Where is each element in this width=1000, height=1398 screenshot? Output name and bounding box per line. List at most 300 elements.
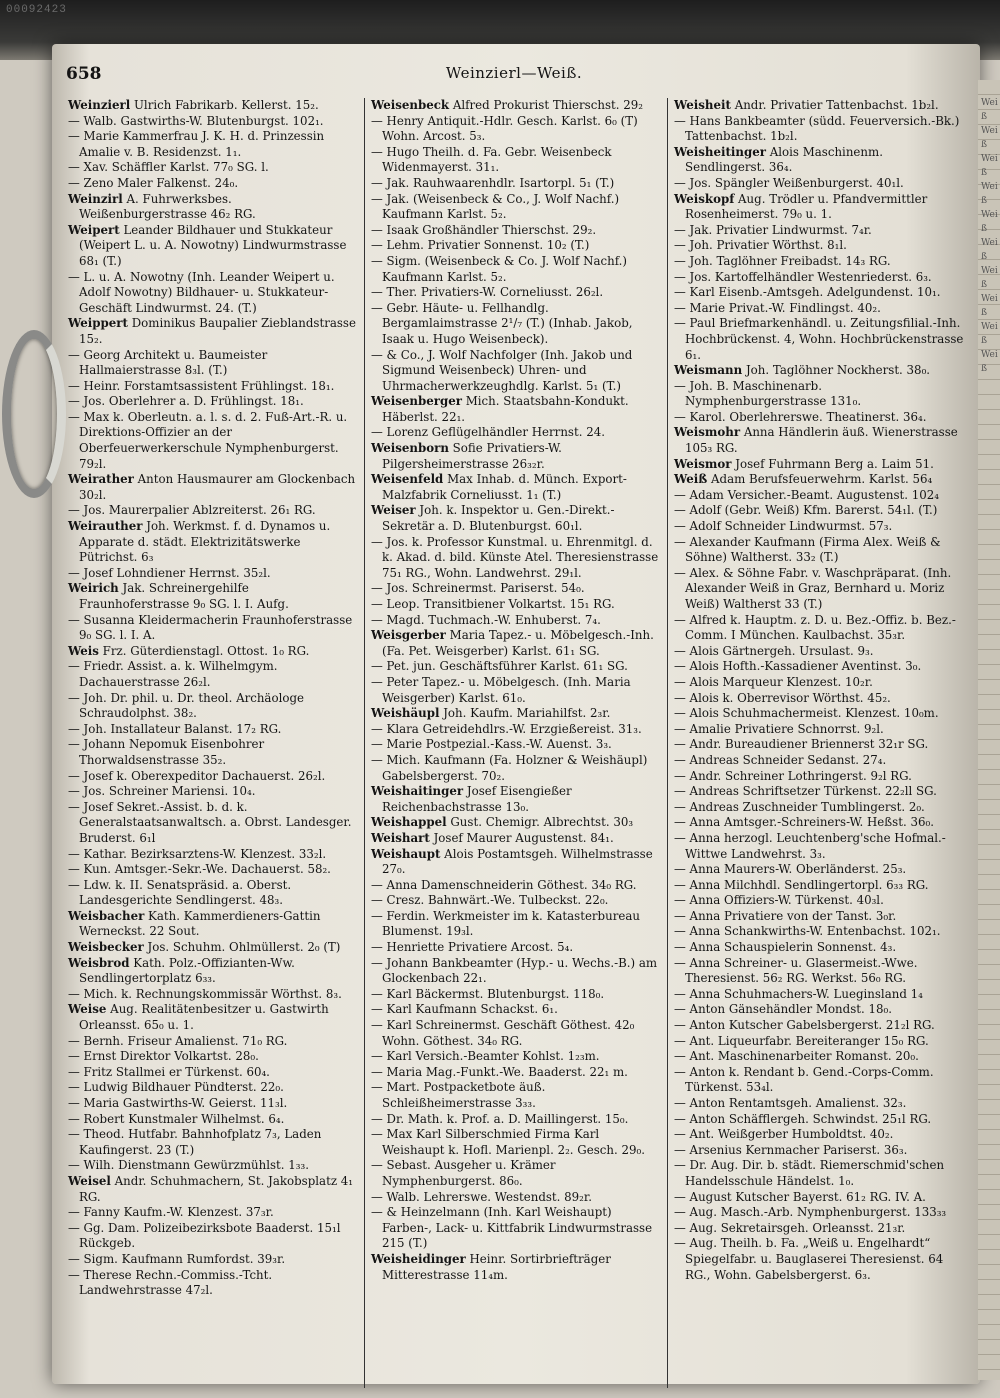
- directory-entry: [68, 1096, 360, 1112]
- column-divider: [667, 98, 668, 1388]
- directory-entry: [371, 706, 663, 722]
- directory-entry: [674, 1205, 966, 1221]
- directory-entry: [371, 472, 663, 503]
- directory-entry: [674, 893, 966, 909]
- directory-entry: [371, 597, 663, 613]
- entry-text: — Aug. Theilh. b. Fa. „Weiß u. Engelhardt“ Spiegelfabr. u. Bauglaserei Theresienst. 64 RG., Wohn. Gabelsbergerst. 6₃.: [674, 1236, 944, 1282]
- directory-entry: [371, 613, 663, 629]
- directory-entry: [68, 784, 360, 800]
- directory-entry: [371, 114, 663, 145]
- entry-surname: Weis: [68, 643, 99, 658]
- directory-entry: [371, 628, 663, 659]
- directory-entry: [674, 1158, 966, 1189]
- directory-entry: [68, 956, 360, 987]
- entry-text: — Jos. Spängler Weißenburgerst. 40₁l.: [674, 175, 904, 190]
- directory-entry: [674, 878, 966, 894]
- entry-text: — Henry Antiquit.-Hdlr. Gesch. Karlst. 6₀ (T) Wohn. Arcost. 5₃.: [371, 113, 638, 144]
- entry-text: — Adolf Schneider Lindwurmst. 57₃.: [674, 519, 893, 534]
- directory-entry: [68, 1268, 360, 1299]
- directory-entry: [68, 800, 360, 847]
- directory-entry: [68, 659, 360, 690]
- directory-entry: [674, 815, 966, 831]
- directory-entry: [371, 1190, 663, 1206]
- directory-entry: [371, 987, 663, 1003]
- entry-text: — Anna Offiziers-W. Türkenst. 40₃l.: [674, 893, 884, 908]
- directory-entry: [674, 924, 966, 940]
- entry-text: — Josef Sekret.-Assist. b. d. k. Generalstaatsanwaltsch. a. Obrst. Landesger. Bruderst. 6₁l: [68, 799, 352, 845]
- entry-text: — Alois Schuhmachermeist. Klenzest. 10₀m.: [674, 706, 939, 721]
- directory-entry: [674, 956, 966, 987]
- directory-entry: [674, 1049, 966, 1065]
- entry-text: — Johann Bankbeamter (Hyp.- u. Wechs.-B.) am Glockenbach 22₁.: [371, 955, 658, 986]
- directory-entry: [68, 940, 360, 956]
- entry-text: — Hugo Theilh. d. Fa. Gebr. Weisenbeck Widenmayerst. 31₁.: [371, 144, 612, 175]
- entry-surname: Weisgerber: [371, 628, 446, 643]
- entry-text: Anton Hausmaurer am Glockenbach 30₂l.: [79, 472, 356, 502]
- directory-entry: [371, 1205, 663, 1252]
- entry-text: — Karl Versich.-Beamter Kohlst. 1₂₃m.: [371, 1049, 600, 1064]
- entry-text: — Max Karl Silberschmied Firma Karl Weishaupt k. Hofl. Marienpl. 2₂. Gesch. 29₀.: [371, 1127, 645, 1157]
- entry-text: — Marie Kammerfrau J. K. H. d. Prinzessin Amalie v. B. Residenzst. 1₁.: [68, 129, 325, 159]
- entry-text: — Kun. Amtsger.-Sekr.-We. Dachauerst. 58₂.: [68, 862, 331, 877]
- directory-entry: [371, 831, 663, 847]
- directory-entry: [674, 379, 966, 410]
- entry-text: Josef Eisengießer Reichenbachstrasse 13₀.: [382, 784, 572, 814]
- entry-text: — Andr. Bureaudiener Briennerst 32₁r SG.: [674, 737, 929, 752]
- entry-text: — Ther. Privatiers-W. Corneliusst. 26₂l.: [371, 285, 604, 300]
- entry-surname: Weisel: [68, 1173, 111, 1188]
- entry-surname: Weishappel: [371, 815, 447, 830]
- entry-text: — Sigm. (Weisenbeck & Co. J. Wolf Nachf.) Kaufmann Karlst. 5₂.: [371, 253, 627, 284]
- entry-text: — Ludwig Bildhauer Pündterst. 22₀.: [68, 1080, 284, 1095]
- entry-text: Alois Postamtsgeh. Wilhelmstrasse 27₀.: [382, 846, 653, 877]
- directory-entry: [68, 644, 360, 660]
- directory-entry: [68, 176, 360, 192]
- directory-entry: [371, 1127, 663, 1158]
- directory-entry: [68, 114, 360, 130]
- directory-entry: [68, 348, 360, 379]
- directory-entry: [371, 238, 663, 254]
- binding-clip-icon: [2, 330, 66, 498]
- directory-entry: [674, 1190, 966, 1206]
- entry-text: Max Inhab. d. Münch. Export-Malzfabrik Corneliusst. 1₁ (T.): [382, 472, 627, 502]
- directory-entry: [371, 909, 663, 940]
- directory-entry: [68, 769, 360, 785]
- entry-text: — Joh. Privatier Wörthst. 8₁l.: [674, 238, 847, 253]
- entry-surname: Weippert: [68, 316, 128, 331]
- entry-text: — Anton Schäfflergeh. Schwindst. 25₁l RG.: [674, 1111, 932, 1126]
- entry-text: Gust. Chemigr. Albrechtst. 30₃: [450, 815, 634, 830]
- entry-text: — Pet. jun. Geschäftsführer Karlst. 61₁ SG.: [371, 659, 628, 674]
- column-2: [371, 98, 663, 1283]
- directory-entry: [371, 1049, 663, 1065]
- entry-text: — Gg. Dam. Polizeibezirksbote Baaderst. 15₁l Rückgeb.: [68, 1220, 341, 1251]
- entry-surname: Weisenbeck: [371, 98, 450, 112]
- entry-text: Andr. Schuhmachern, St. Jakobsplatz 4₁ RG.: [79, 1173, 354, 1204]
- page-header: [64, 64, 964, 88]
- directory-entry: [68, 722, 360, 738]
- directory-entry: [371, 1158, 663, 1189]
- entry-text: — Walb. Gastwirths-W. Blutenburgst. 102₁.: [68, 113, 324, 128]
- entry-surname: Weisbecker: [68, 940, 144, 955]
- directory-entry: [674, 722, 966, 738]
- directory-entry: [371, 1080, 663, 1111]
- entry-text: — Anton k. Rendant b. Gend.-Corps-Comm. Türkenst. 53₄l.: [674, 1064, 934, 1095]
- entry-text: Frz. Güterdienstagl. Ottost. 1₀ RG.: [102, 643, 310, 658]
- entry-text: Aug. Realitätenbesitzer u. Gastwirth Orleansst. 65₀ u. 1.: [79, 1002, 329, 1033]
- directory-entry: [68, 129, 360, 160]
- directory-entry: [68, 1127, 360, 1158]
- entry-text: — Jos. k. Professor Kunstmal. u. Ehrenmitgl. d. k. Akad. d. bild. Künste Atel. Theresienstrasse 75₁ RG., Wohn. Landwehrst. 29₁l.: [371, 534, 659, 580]
- entry-text: Alois Maschinenm. Sendlingerst. 36₄.: [685, 144, 883, 175]
- directory-entry: [674, 254, 966, 270]
- entry-text: Joh. Taglöhner Nockherst. 38₀.: [745, 363, 931, 378]
- entry-text: — Robert Kunstmaler Wilhelmst. 6₄.: [68, 1111, 285, 1126]
- directory-entry: [68, 847, 360, 863]
- page-number: 658: [66, 64, 102, 84]
- entry-text: — Josef k. Oberexpeditor Dachauerst. 26₂l.: [68, 768, 326, 783]
- entry-text: — Adolf (Gebr. Weiß) Kfm. Barerst. 54₁l. (T.): [674, 503, 938, 518]
- entry-text: — Anna Maurers-W. Oberländerst. 25₃.: [674, 862, 907, 877]
- entry-text: — Dr. Math. k. Prof. a. D. Maillingerst. 15₀.: [371, 1111, 629, 1126]
- entry-text: — Karl Schreinermst. Geschäft Göthest. 42₀ Wohn. Göthest. 34₀ RG.: [371, 1018, 635, 1048]
- entry-text: Heinr. Sortirbriefträger Mitterestrasse 11₄m.: [382, 1251, 611, 1282]
- directory-entry: [371, 722, 663, 738]
- directory-entry: [371, 1002, 663, 1018]
- entry-text: — Joh. Installateur Balanst. 17₂ RG.: [68, 721, 282, 736]
- entry-text: — Anna Schreiner- u. Glasermeist.-Wwe. Theresienst. 56₂ RG. Werkst. 56₀ RG.: [674, 955, 918, 986]
- entry-text: — & Co., J. Wolf Nachfolger (Inh. Jakob und Sigmund Weisenbeck) Uhren- und Uhrmacherwerkzeughdlg. Karlst. 5₁ (T.): [371, 347, 633, 393]
- entry-text: Josef Maurer Augustenst. 84₁.: [433, 830, 614, 845]
- entry-text: — Anna Amtsger.-Schreiners-W. Heßst. 36₀.: [674, 815, 934, 830]
- entry-surname: Weinzirl: [68, 191, 123, 206]
- directory-entry: [68, 1158, 360, 1174]
- directory-entry: [674, 753, 966, 769]
- entry-text: — L. u. A. Nowotny (Inh. Leander Weipert u. Adolf Nowotny) Bildhauer- u. Stukkateur-Geschäft Lindwurmst. 24. (T.): [68, 269, 335, 315]
- entry-text: — Marie Postpezial.-Kass.-W. Auenst. 3₃.: [371, 737, 612, 752]
- directory-entry: [674, 613, 966, 644]
- entry-surname: Weisenborn: [371, 441, 449, 456]
- directory-entry: [371, 98, 663, 114]
- entry-text: — Sigm. Kaufmann Rumfordst. 39₃r.: [68, 1251, 286, 1266]
- directory-entry: [674, 472, 966, 488]
- directory-entry: [371, 737, 663, 753]
- directory-entry: [674, 675, 966, 691]
- entry-surname: Weipert: [68, 222, 120, 237]
- entry-text: — Jos. Oberlehrer a. D. Frühlingst. 18₁.: [68, 394, 304, 409]
- entry-text: — Ldw. k. II. Senatspräsid. a. Oberst. Landesgerichte Sendlingerst. 48₃.: [68, 877, 292, 908]
- entry-text: — Andr. Schreiner Lothringerst. 9₂l RG.: [674, 768, 912, 783]
- entry-text: — Joh. Taglöhner Freibadst. 14₃ RG.: [674, 253, 891, 268]
- directory-entry: [371, 1112, 663, 1128]
- column-1: [68, 98, 360, 1299]
- entry-text: — Maria Mag.-Funkt.-We. Baaderst. 22₁ m.: [371, 1064, 628, 1079]
- entry-surname: Weirather: [68, 472, 134, 487]
- directory-entry: [68, 519, 360, 566]
- directory-entry: [371, 893, 663, 909]
- directory-entry: [371, 535, 663, 582]
- directory-entry: [371, 503, 663, 534]
- directory-entry: [68, 581, 360, 612]
- entry-text: — Joh. B. Maschinenarb. Nymphenburgerstrasse 131₀.: [674, 378, 862, 409]
- directory-entry: [674, 1096, 966, 1112]
- entry-surname: Weishart: [371, 830, 430, 845]
- entry-surname: Weisbrod: [68, 955, 130, 970]
- directory-entry: [674, 1018, 966, 1034]
- entry-text: — Anna Schankwirths-W. Entenbachst. 102₁.: [674, 924, 941, 939]
- entry-text: — Adam Versicher.-Beamt. Augustenst. 102₄: [674, 487, 940, 502]
- directory-entry: [68, 270, 360, 317]
- entry-surname: Weismor: [674, 456, 732, 471]
- entry-text: — Ant. Weißgerber Humboldtst. 40₂.: [674, 1127, 894, 1142]
- entry-text: — Karl Eisenb.-Amtsgeh. Adelgundenst. 10₁.: [674, 285, 941, 300]
- entry-surname: Weiskopf: [674, 191, 735, 206]
- directory-entry: [68, 1221, 360, 1252]
- directory-entry: [68, 394, 360, 410]
- directory-entry: [68, 1112, 360, 1128]
- entry-text: — Klara Getreidehdlrs.-W. Erzgießereist. 31₃.: [371, 721, 642, 736]
- entry-text: Aug. Trödler u. Pfandvermittler Rosenheimerst. 79₀ u. 1.: [685, 191, 928, 222]
- directory-entry: [371, 815, 663, 831]
- entry-surname: Weismann: [674, 363, 743, 378]
- directory-entry: [68, 737, 360, 768]
- directory-entry: [674, 644, 966, 660]
- entry-surname: Weise: [68, 1002, 107, 1017]
- entry-text: — Jos. Maurerpalier Ablzreiterst. 26₁ RG.: [68, 503, 316, 518]
- entry-surname: Weiser: [371, 503, 416, 518]
- entry-text: — Anton Kutscher Gabelsbergerst. 21₂l RG.: [674, 1018, 935, 1033]
- entry-text: Joh. Kaufm. Mariahilfst. 2₃r.: [443, 706, 611, 721]
- entry-text: — Marie Privat.-W. Findlingst. 40₂.: [674, 300, 881, 315]
- entry-text: A. Fuhrwerksbes. Weißenburgerstrasse 46₂ RG.: [79, 191, 256, 222]
- directory-entry: [674, 410, 966, 426]
- entry-text: Anna Händlerin äuß. Wienerstrasse 105₃ RG.: [685, 425, 958, 456]
- entry-text: Joh. Werkmst. f. d. Dynamos u. Apparate d. städt. Elektrizitätswerke Pütrichst. 6₃: [79, 519, 331, 565]
- entry-text: — Alex. & Söhne Fabr. v. Waschpräparat. (Inh. Alexander Weiß in Graz, Bernhard u. Moriz Weiß) Waltherst 33 (T.): [674, 565, 952, 611]
- entry-text: — Karl Kaufmann Schackst. 6₁.: [371, 1002, 558, 1017]
- entry-text: — Karol. Oberlehrerswe. Theatinerst. 36₄.: [674, 409, 927, 424]
- entry-surname: Weiß: [674, 472, 708, 487]
- entry-surname: Weismohr: [674, 425, 741, 440]
- directory-entry: [371, 1252, 663, 1283]
- entry-text: Andr. Privatier Tattenbachst. 1b₂l.: [734, 98, 939, 112]
- entry-text: — Jos. Schreinermst. Pariserst. 54₀.: [371, 581, 585, 596]
- entry-text: Sofie Privatiers-W. Pilgersheimerstrasse 26₃₂r.: [382, 441, 562, 471]
- directory-entry: [674, 425, 966, 456]
- directory-entry: [371, 176, 663, 192]
- directory-entry: [68, 987, 360, 1003]
- entry-text: — August Kutscher Bayerst. 61₂ RG. IV. A.: [674, 1189, 926, 1204]
- directory-entry: [68, 566, 360, 582]
- entry-text: — Karl Bäckermst. Blutenburgst. 118₀.: [371, 986, 605, 1001]
- entry-text: — Fritz Stallmei er Türkenst. 60₄.: [68, 1064, 270, 1079]
- entry-surname: Weishaupt: [371, 846, 441, 861]
- entry-text: — Susanna Kleidermacherin Fraunhoferstrasse 9₀ SG. l. I. A.: [68, 612, 353, 643]
- entry-text: — Georg Architekt u. Baumeister Hallmaierstrasse 8₃l. (T.): [68, 347, 268, 378]
- directory-entry: [68, 503, 360, 519]
- entry-text: — Alois Marqueur Klenzest. 10₂r.: [674, 674, 873, 689]
- directory-entry: [674, 270, 966, 286]
- entry-text: — Alfred k. Hauptm. z. D. u. Bez.-Offiz. b. Bez.-Comm. I München. Kaulbachst. 35₃r.: [674, 612, 956, 643]
- entry-text: — Josef Lohndiener Herrnst. 35₂l.: [68, 565, 271, 580]
- entry-text: — Jak. (Weisenbeck & Co., J. Wolf Nachf.) Kaufmann Karlst. 5₂.: [371, 191, 620, 222]
- directory-entry: [371, 348, 663, 395]
- entry-text: — Zeno Maler Falkenst. 24₀.: [68, 175, 239, 190]
- entry-text: Kath. Polz.-Offizianten-Ww. Sendlingertorplatz 6₃₃.: [79, 955, 295, 986]
- entry-text: — Alois Hofth.-Kassadiener Aventinst. 3₀.: [674, 659, 922, 674]
- directory-entry: [68, 472, 360, 503]
- directory-entry: [674, 285, 966, 301]
- directory-entry: [371, 301, 663, 348]
- directory-entry: [674, 1065, 966, 1096]
- entry-text: Josef Fuhrmann Berg a. Laim 51.: [735, 456, 934, 471]
- directory-entry: [371, 192, 663, 223]
- directory-entry: [674, 769, 966, 785]
- directory-entry: [674, 1221, 966, 1237]
- entry-text: — Heinr. Forstamtsassistent Frühlingst. 18₁.: [68, 378, 335, 393]
- entry-text: — Maria Gastwirths-W. Geierst. 11₃l.: [68, 1096, 288, 1110]
- directory-entry: [371, 581, 663, 597]
- entry-surname: Weishaitinger: [371, 784, 464, 799]
- entry-text: — Leop. Transitbiener Volkartst. 15₁ RG.: [371, 597, 615, 611]
- directory-entry: [68, 316, 360, 347]
- directory-entry: [674, 176, 966, 192]
- directory-entry: [674, 503, 966, 519]
- directory-entry: [674, 114, 966, 145]
- directory-entry: [371, 1065, 663, 1081]
- entry-text: — & Heinzelmann (Inh. Karl Weishaupt) Farben-, Lack- u. Kittfabrik Lindwurmstrasse 215 (T.): [371, 1205, 653, 1251]
- entry-text: — Henriette Privatiere Arcost. 5₄.: [371, 940, 574, 955]
- directory-entry: [674, 862, 966, 878]
- directory-entry: [68, 192, 360, 223]
- entry-surname: Weirauther: [68, 519, 143, 534]
- entry-surname: Weirich: [68, 581, 119, 596]
- entry-text: — Theod. Hutfabr. Bahnhofplatz 7₃, Laden Kaufingerst. 23 (T.): [68, 1127, 322, 1157]
- entry-text: Alfred Prokurist Thierschst. 29₂: [452, 98, 643, 112]
- directory-entry: [674, 800, 966, 816]
- entry-text: — Anna Schuhmachers-W. Lueginsland 1₄: [674, 986, 923, 1001]
- directory-entry: [674, 301, 966, 317]
- directory-entry: [674, 488, 966, 504]
- directory-entry: [68, 1252, 360, 1268]
- entry-text: — Lehm. Privatier Sonnenst. 10₂ (T.): [371, 238, 590, 253]
- entry-text: Mich. Staatsbahn-Kondukt. Häberlst. 22₁.: [382, 394, 629, 424]
- directory-entry: [674, 1127, 966, 1143]
- directory-entry: [371, 784, 663, 815]
- entry-text: — Jos. Kartoffelhändler Westenriederst. 6₃.: [674, 269, 932, 284]
- entry-text: Jak. Schreinergehilfe Fraunhoferstrasse 9₀ SG. l. I. Aufg.: [79, 581, 289, 611]
- directory-entry: [674, 145, 966, 176]
- entry-text: — Alois Gärtnergeh. Ursulast. 9₃.: [674, 643, 874, 658]
- entry-text: — Alois k. Oberrevisor Wörthst. 45₂.: [674, 690, 891, 705]
- entry-text: — Anton Rentamtsgeh. Amalienst. 32₃.: [674, 1096, 907, 1110]
- entry-text: Ulrich Fabrikarb. Kellerst. 15₂.: [133, 98, 319, 112]
- entry-text: — Jak. Rauhwaarenhdlr. Isartorpl. 5₁ (T.): [371, 175, 615, 190]
- entry-text: — Andreas Schneider Sedanst. 27₄.: [674, 752, 887, 767]
- directory-entry: [371, 145, 663, 176]
- entry-text: — Isaak Großhändler Thierschst. 29₂.: [371, 222, 597, 237]
- entry-text: — Ant. Maschinenarbeiter Romanst. 20₀.: [674, 1049, 919, 1064]
- entry-text: — Xav. Schäffler Karlst. 77₀ SG. l.: [68, 160, 269, 175]
- directory-entry: [68, 691, 360, 722]
- entry-text: — Sebast. Ausgeher u. Krämer Nymphenburgerst. 86₀.: [371, 1158, 556, 1188]
- directory-entry: [371, 878, 663, 894]
- entry-text: — Anton Gänsehändler Mondst. 18₀.: [674, 1002, 892, 1017]
- directory-entry: [371, 956, 663, 987]
- entry-text: — Mich. Kaufmann (Fa. Holzner & Weishäupl) Gabelsbergerst. 70₂.: [371, 752, 648, 783]
- entry-surname: Weisenfeld: [371, 472, 444, 487]
- entry-text: — Paul Briefmarkenhändl. u. Zeitungsfilial.-Inh. Hochbrückenst. 4, Wohn. Hochbrückenstrasse 6₁.: [674, 316, 964, 362]
- entry-text: — Ant. Liqueurfabr. Bereiteranger 15₀ RG.: [674, 1033, 929, 1048]
- entry-text: — Kathar. Bezirksarztens-W. Klenzest. 33₂l.: [68, 846, 327, 861]
- entry-text: — Peter Tapez.- u. Möbelgesch. (Inh. Maria Weisgerber) Karlst. 61₀.: [371, 674, 631, 705]
- entry-text: — Fanny Kaufm.-W. Klenzest. 37₃r.: [68, 1205, 274, 1220]
- directory-entry: [674, 316, 966, 363]
- directory-entry: [674, 1034, 966, 1050]
- entry-surname: Weishäupl: [371, 706, 440, 721]
- directory-entry: [674, 457, 966, 473]
- entry-text: — Gebr. Häute- u. Fellhandlg. Bergamlaimstrasse 2¹/₇ (T.) (Inhab. Jakob, Isaak u. Hugo Weisenbeck).: [371, 300, 633, 346]
- entry-text: — Mich. k. Rechnungskommissär Wörthst. 8₃.: [68, 986, 342, 1001]
- directory-entry: [371, 753, 663, 784]
- entry-text: — Jos. Schreiner Mariensi. 10₄.: [68, 784, 256, 799]
- directory-entry: [68, 862, 360, 878]
- entry-text: — Walb. Lehrerswe. Westendst. 89₂r.: [371, 1189, 593, 1204]
- entry-text: — Andreas Zuschneider Tumblingerst. 2₀.: [674, 799, 925, 814]
- entry-text: — Jak. Privatier Lindwurmst. 7₄r.: [674, 222, 872, 237]
- directory-entry: [68, 878, 360, 909]
- directory-entry: [68, 1065, 360, 1081]
- directory-entry: [68, 160, 360, 176]
- directory-entry: [68, 410, 360, 472]
- directory-entry: [68, 1034, 360, 1050]
- directory-entry: [371, 847, 663, 878]
- entry-text: — Anna Milchhdl. Sendlingertorpl. 6₃₃ RG.: [674, 877, 929, 892]
- directory-entry: [371, 659, 663, 675]
- entry-text: — Alexander Kaufmann (Firma Alex. Weiß & Söhne) Waltherst. 33₂ (T.): [674, 534, 941, 565]
- directory-entry: [68, 223, 360, 270]
- entry-text: — Aug. Sekretairsgeh. Orleansst. 21₃r.: [674, 1220, 906, 1235]
- entry-text: — Hans Bankbeamter (südd. Feuerversich.-Bk.) Tattenbachst. 1b₂l.: [674, 113, 960, 144]
- directory-entry: [674, 909, 966, 925]
- entry-text: Adam Berufsfeuerwehrm. Karlst. 56₄: [711, 472, 933, 487]
- directory-entry: [674, 223, 966, 239]
- entry-text: — Max k. Oberleutn. a. l. s. d. 2. Fuß-Art.-R. u. Direktions-Offizier an der Oberfeuerwerkerschule Nymphenburgerst. 79₂l.: [68, 409, 348, 471]
- directory-entry: [674, 1112, 966, 1128]
- entry-text: — Anna Privatiere von der Tanst. 3₀r.: [674, 908, 897, 923]
- entry-surname: Weisbacher: [68, 908, 145, 923]
- directory-entry: [674, 519, 966, 535]
- next-page-edge-text: Weiß Weiß Weiß Weiß Weiß Weiß Weiß Weiß Weiß Weiß: [981, 98, 998, 374]
- entry-text: — Aug. Masch.-Arb. Nymphenburgerst. 133₃₃: [674, 1205, 947, 1220]
- entry-text: — Dr. Aug. Dir. b. städt. Riemerschmid'schen Handelsschule Händelst. 1₀.: [674, 1158, 945, 1188]
- directory-entry: [68, 909, 360, 940]
- running-head: Weinzierl—Weiß.: [445, 64, 583, 82]
- entry-text: — Arsenius Kernmacher Pariserst. 36₃.: [674, 1142, 908, 1157]
- directory-entry: [371, 254, 663, 285]
- directory-entry: [674, 566, 966, 613]
- entry-text: Maria Tapez.- u. Möbelgesch.-Inh. (Fa. Pet. Weisgerber) Karlst. 61₁ SG.: [382, 628, 654, 658]
- entry-text: Dominikus Baupalier Zieblandstrasse 15₂.: [79, 316, 356, 346]
- entry-text: — Friedr. Assist. a. k. Wilhelmgym. Dachauerstrasse 26₂l.: [68, 659, 278, 689]
- directory-entry: [674, 1143, 966, 1159]
- entry-text: — Cresz. Bahnwärt.-We. Tulbeckst. 22₀.: [371, 893, 609, 908]
- directory-entry: [674, 737, 966, 753]
- directory-entry: [371, 675, 663, 706]
- entry-surname: Weisheitinger: [674, 144, 766, 159]
- entry-text: — Ernst Direktor Volkartst. 28₀.: [68, 1049, 259, 1064]
- directory-entry: [68, 379, 360, 395]
